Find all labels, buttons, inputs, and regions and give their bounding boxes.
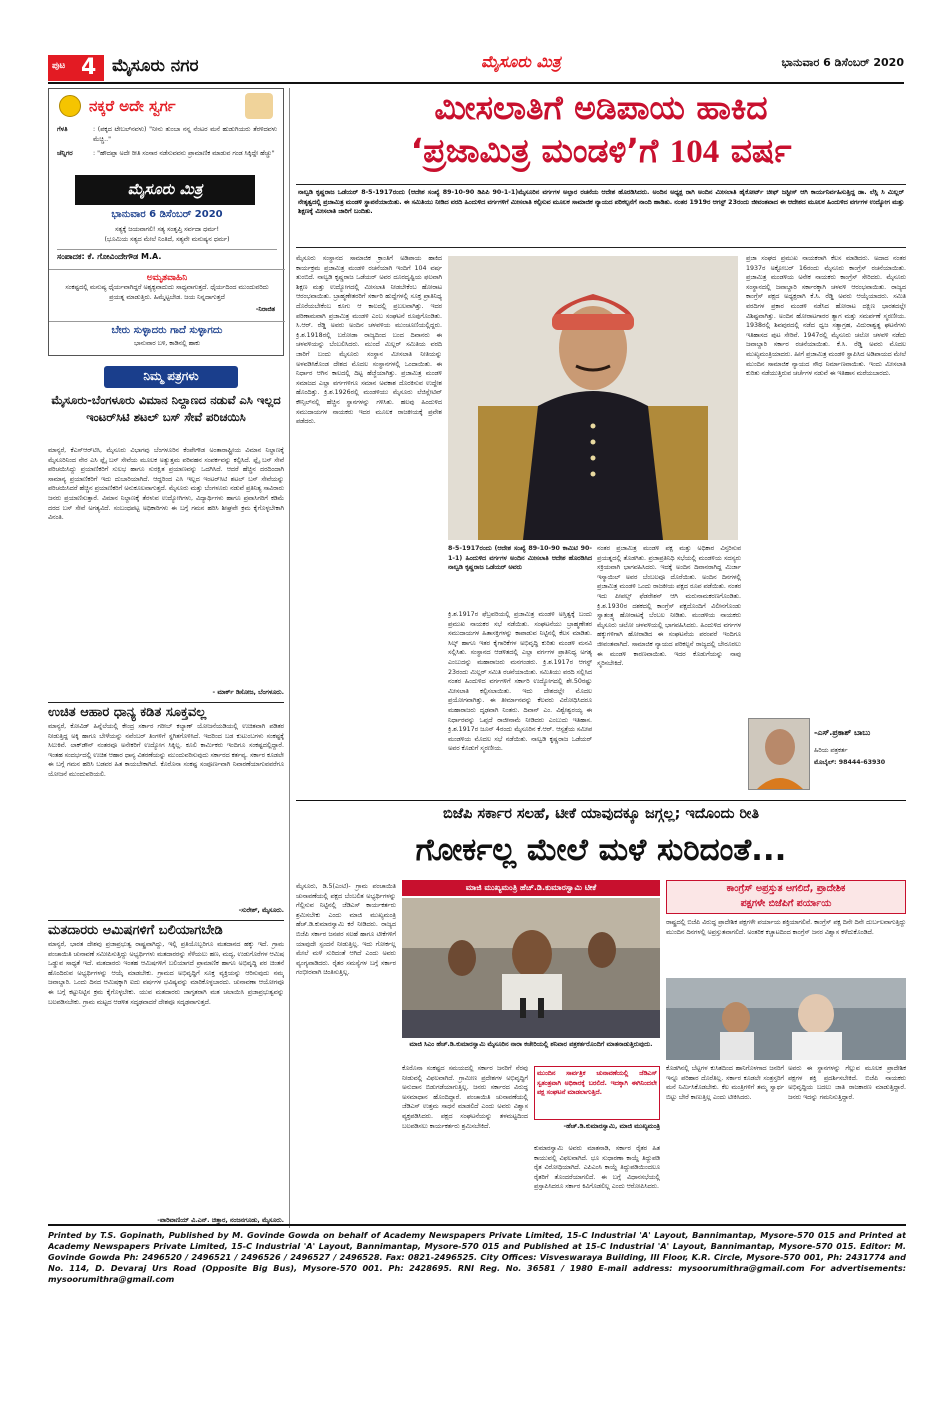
nakkare-title: ನಕ್ಕರೆ ಅದೇ ಸ್ವರ್ಗ bbox=[89, 97, 176, 115]
page-number-box bbox=[48, 55, 104, 81]
lead-col-4: ಪ್ರಜಾ ಸಂಘದ ಪ್ರಮುಖ ನಾಯಕರಾಗಿ ಕೆಲಸ ಮಾಡಿದರು. ಅದಾದ ನಂತರ 1937ರ ಅಕ್ಟೋಬರ್ 16ರಂದು ಮೈಸೂರು ಕಾಂಗ್ರೆಸ್ ರಚನೆಯಾಯಿತು. ಪ್ರಜಾಮಿತ್ರ ಮಂಡಳಿಯ ಅನೇಕ ನಾಯಕರು ಕಾಂಗ್ರೆಸ್ ಸೇರಿದರು. ಮೈಸೂರು ಸಂಸ್ಥಾನದಲ್ಲಿ ಜವಾಬ್ದಾರಿ ಸರ್ಕಾರಕ್ಕಾಗಿ ಚಳವಳಿ ಆರಂಭವಾಯಿತು. ರಾಜ್ಯದ ಕಾಂಗ್ರೆಸ್ ಪಕ್ಷದ ಅಧ್ಯಕ್ಷರಾಗಿ ಕೆ.ಸಿ. ರೆಡ್ಡಿ ಅವರು ಆಯ್ಕೆಯಾದರು. ಸಮಿತಿ ವರದಿಗಳ ಪ್ರಕಾರ ಮಂಡಳಿ ನಡೆಸಿದ ಹೋರಾಟ ದಕ್ಷಿಣ ಭಾರತದಲ್ಲೇ ವಿಶಿಷ್ಟವಾಗಿತ್ತು. ಅಂದಿನ ಹೋರಾಟಗಾರರ ತ್ಯಾಗ ಮತ್ತು ಸಮರ್ಪಣೆ ಸ್ಮರಣೀಯ. 1938ರಲ್ಲಿ ಶಿವಪುರದಲ್ಲಿ ನಡೆದ ಧ್ವಜ ಸತ್ಯಾಗ್ರಹ, ವಿದುರಾಶ್ವತ್ಥ ಘಟನೆಗಳು ಇತಿಹಾಸದ ಪುಟ ಸೇರಿವೆ. 1947ರಲ್ಲಿ ಮೈಸೂರು ಚಲೋ ಚಳವಳಿ ನಡೆದು ಜವಾಬ್ದಾರಿ ಸರ್ಕಾರ ರಚನೆಯಾಯಿತು. ಕೆ.ಸಿ. ರೆಡ್ಡಿ ಅವರು ಮೊದಲ ಮುಖ್ಯಮಂತ್ರಿಯಾದರು. ಹೀಗೆ ಪ್ರಜಾಮಿತ್ರ ಮಂಡಳಿ ಸ್ಥಾಪಿಸಿದ ಅಡಿಪಾಯದ ಮೇಲೆ ಮುಂದಿನ ಸಾಮಾಜಿಕ ನ್ಯಾಯದ ಸೌಧ ನಿರ್ಮಾಣವಾಯಿತು. ಇಂದು ಮೀಸಲಾತಿ ಕುರಿತು ನಡೆಯುತ್ತಿರುವ ಚರ್ಚೆಗಳ ನಡುವೆ ಈ ಇತಿಹಾಸ ಮರೆಯಬಾರದು. bbox=[746, 255, 906, 378]
side-story-title-2: ಪಕ್ಷಗಳೇ ಬಿಜೆಪಿಗೆ ಪರ್ಯಾಯ bbox=[740, 898, 832, 909]
quote-text: ಭಾನುವಾರ ಬಳಿ, ಕಾಡಿನಲ್ಲಿ ಹಾಕು bbox=[133, 340, 201, 347]
second-kicker: ಬಿಜೆಪಿ ಸರ್ಕಾರ ಸಲಹೆ, ಟೀಕೆ ಯಾವುದಕ್ಕೂ ಜಗ್ಗಲ್ಲ; ಇದೊಂದು ರೀತಿ bbox=[442, 806, 760, 822]
laugh-emoji-icon bbox=[59, 95, 81, 117]
pull-quote-sign: -ಹೆಚ್.ಡಿ.ಕುಮಾರಸ್ವಾಮಿ, ಮಾಜಿ ಮುಖ್ಯಮಂತ್ರಿ bbox=[563, 1123, 660, 1130]
bjp-meeting-photo bbox=[666, 978, 906, 1060]
mini-date: ಭಾನುವಾರ 6 ಡಿಸೆಂಬರ್ 2020 bbox=[111, 209, 223, 220]
letter-3-sign: -ಪಾರಿವಾಣಿಯ್ ವಿ.ಎನ್. ಚಿತ್ತಾರ, ನಂಜನಗೂಡು, ಮೈಸೂರು. bbox=[157, 1217, 284, 1224]
lead-intro: ನಾಲ್ವಡಿ ಕೃಷ್ಣರಾಜ ಒಡೆಯರ್ 8-5-1917ರಂದು (ಆದೇಶ ಸಂಖ್ಯೆ 89-10-90 ಡಿಪಿಪಿ 90-1-1)ಮೈಸೂರಿನ ವರ್ಗಗಳ ಅಲ್ಪಾರ ರಚನೆಯ ಆದೇಶ ಹೊರಡಿಸಿದರು. ಅಂದಿನ ಅಧ್ಯಕ್ಷ ರಾಗಿ ಅಂದಿನ ಮೀಸಲಾತಿ ಹೈಕೋರ್ಟ್ ಚೀಫ್ ಜಸ್ಟೀಸ್ ಆಗಿ ಕಾರ್ಯನಿರ್ವಹಿಸುತ್ತಿದ್ದ ಡಾ. ಲೆಸ್ಲಿ ಸಿ ಮಿಲ್ಲರ್ ನೇತೃತ್ವದಲ್ಲಿ ಪ್ರಜಾಮಿತ್ರ ಮಂಡಳಿ ಸ್ಥಾಪನೆಯಾಯಿತು. ಈ ಸಮಿತಿಯು ನೀಡಿದ ವರದಿ ಹಿಂದುಳಿದ ವರ್ಗಗಳಿಗೆ ಮೀಸಲಾತಿ ಕಲ್ಪಿಸುವ ಮೂಲಕ ಸಾಮಾಜಿಕ ನ್ಯಾಯದ ಪರಿಕಲ್ಪನೆಗೆ ನಾಂದಿ ಹಾಡಿತು. ನಂತರ 1919ರ ಆಗಸ್ಟ್ 23ರಂದು ಜೀವಂತವಾದ ಈ ಆದೇಶದ ಮೂಲಕ ಹಿಂದುಳಿದ ವರ್ಗಗಳ ಉದ್ಯೋಗ ಮತ್ತು ಶಿಕ್ಷಣಕ್ಕೆ ಮೀಸಲಾತಿ ಜಾರಿಗೆ ಬಂದಿತು. bbox=[296, 184, 906, 248]
quote-title: ಬೇರು ಸುಳ್ಳಾದರು ಗಾದೆ ಸುಳ್ಳಾಗದು bbox=[49, 321, 285, 336]
second-headline: ಗೋರ್ಕಲ್ಲ ಮೇಲೆ ಮಳೆ ಸುರಿದಂತೆ... bbox=[415, 832, 787, 868]
page-number: 4 bbox=[81, 55, 97, 80]
letter-1-title: ಮೈಸೂರು-ಬೆಂಗಳೂರು ವಿಮಾನ ನಿಲ್ದಾಣದ ನಡುವೆ ಎಸಿ ಇಲ್ಲದ ಇಂಟರ್‌ಸಿಟಿ ಶಟಲ್ ಬಸ್ ಸೇವೆ ಪರಿಚಯಿಸಿ bbox=[51, 393, 281, 424]
bjp-meeting-illustration bbox=[666, 978, 906, 1060]
masthead-rule bbox=[48, 82, 904, 84]
letters-banner-text: ನಿಮ್ಮ ಪತ್ರಗಳು bbox=[143, 369, 199, 383]
lead-col-2: ಕ್ರಿ.ಶ.1917ರ ಫೆಬ್ರವರಿಯಲ್ಲಿ ಪ್ರಜಾಮಿತ್ರ ಮಂಡಳಿ ಅಸ್ತಿತ್ವಕ್ಕೆ ಬಂದು ಪ್ರಮುಖ ನಾಯಕರ ಸಭೆ ನಡೆಯಿತು. ಸಂಘಟನೆಯು ಬ್ರಾಹ್ಮಣೇತರ ಸಮುದಾಯಗಳ ಹಿತಾಸಕ್ತಿಗಳನ್ನು ಕಾಪಾಡುವ ನಿಟ್ಟಿನಲ್ಲಿ ಕೆಲಸ ಮಾಡಿತು. ಸಿಲ್ಕ್ ಹಾಗೂ ಇತರ ಕೈಗಾರಿಕೆಗಳ ಅಭಿವೃದ್ಧಿ ಕುರಿತು ಮಂಡಳಿ ಮನವಿ ಸಲ್ಲಿಸಿತು. ಸಂಸ್ಥಾನದ ಆಡಳಿತದಲ್ಲಿ ಎಲ್ಲಾ ವರ್ಗಗಳ ಪ್ರಾತಿನಿಧ್ಯ ಅಗತ್ಯ ಎಂಬುದನ್ನು ಮಹಾರಾಜರು ಮನಗಂಡರು. ಕ್ರಿ.ಶ.1917ರ ಆಗಸ್ಟ್ 23ರಂದು ಮಿಲ್ಲರ್ ಸಮಿತಿ ರಚನೆಯಾಯಿತು. ಸಮಿತಿಯು ವರದಿ ಸಲ್ಲಿಸಿದ ನಂತರ ಹಿಂದುಳಿದ ವರ್ಗಗಳಿಗೆ ಸರ್ಕಾರಿ ಉದ್ಯೋಗದಲ್ಲಿ ಶೇ.50ರಷ್ಟು ಮೀಸಲಾತಿ ಕಲ್ಪಿಸಲಾಯಿತು. ಇದು ದೇಶದಲ್ಲೇ ಮೊದಲ ಪ್ರಯೋಗವಾಗಿತ್ತು. ಈ ತೀರ್ಮಾನವನ್ನು ಕೆಲವರು ವಿರೋಧಿಸಿದರೂ ಮಹಾರಾಜರು ದೃಢವಾಗಿ ನಿಂತರು. ದಿವಾನ್ ಎಂ. ವಿಶ್ವೇಶ್ವರಯ್ಯ ಈ ನಿರ್ಧಾರವನ್ನು ಒಪ್ಪದೆ ರಾಜೀನಾಮೆ ನೀಡಿದರು ಎಂಬುದು ಇತಿಹಾಸ. ಕ್ರಿ.ಶ.1917ರ ಜೂನ್ 4ರಂದು ಮೈಸೂರಿನ ಕೆ.ಆರ್. ಆಸ್ಪತ್ರೆಯ ಸಮೀಪ ಮಂಡಳಿಯ ಮೊದಲ ಸಭೆ ನಡೆಯಿತು. ನಾಲ್ವಡಿ ಕೃಷ್ಣರಾಜ ಒಡೆಯರ್ ಅವರ ಕೊಡುಗೆ ಸ್ಮರಣೀಯ. bbox=[448, 611, 592, 753]
letter-1-body: ಮಾನ್ಯರೆ, ಕೆಎಸ್‌ಆರ್‌ಟಿಸಿ, ಮೈಸೂರು ವಿಭಾಗವು ಬೆಂಗಳೂರಿನ ಕೆಂಪೇಗೌಡ ಅಂತಾರಾಷ್ಟ್ರೀಯ ವಿಮಾನ ನಿಲ್ದಾಣಕ್ಕೆ ಮೈಸೂರಿನಿಂದ ನೇರ ಎಸಿ ಫ್ಲೈ ಬಸ್ ಸೇವೆಯ ಮೂಲಕ ಅತ್ಯುತ್ತಮ ಪರಿವಹನ ಸಂಪರ್ಕವನ್ನು ಕಲ್ಪಿಸಿದೆ. ಫ್ಲೈ ಬಸ್ ಸೇವೆ ಪರಿಚಯಿಸಿದ್ದು ಪ್ರಯಾಣಿಕರಿಗೆ ಸುಲಭ ಹಾಗೂ ಸುರಕ್ಷಿತ ಪ್ರಯಾಣವನ್ನು ಒದಗಿಸಿದೆ. ಆದರೆ ಹೆಚ್ಚಿನ ದರದಿಂದಾಗಿ ಸಾಮಾನ್ಯ ಪ್ರಯಾಣಿಕರಿಗೆ ಇದು ದುಬಾರಿಯಾಗಿದೆ. ಆದ್ದರಿಂದ ಎಸಿ ಇಲ್ಲದ ಇಂಟರ್‌ಸಿಟಿ ಶಟಲ್ ಬಸ್ ಸೇವೆಯನ್ನು ಪರಿಚಯಿಸಿದರೆ ಹೆಚ್ಚಿನ ಪ್ರಯಾಣಿಕರಿಗೆ ಅನುಕೂಲವಾಗುತ್ತದೆ. ಮೈಸೂರು ಮತ್ತು ಬೆಂಗಳೂರು ನಡುವೆ ಪ್ರತಿನಿತ್ಯ ಸಾವಿರಾರು ಜನರು ಪ್ರಯಾಣಿಸುತ್ತಾರೆ. ವಿಮಾನ ನಿಲ್ದಾಣಕ್ಕೆ ತೆರಳುವ ಉದ್ಯೋಗಿಗಳು, ವಿದ್ಯಾರ್ಥಿಗಳು ಹಾಗೂ ಪ್ರವಾಸಿಗರಿಗೆ ಕಡಿಮೆ ದರದ ಬಸ್ ಸೇವೆ ಅಗತ್ಯವಿದೆ. ಸಂಬಂಧಪಟ್ಟ ಅಧಿಕಾರಿಗಳು ಈ ಬಗ್ಗೆ ಗಮನ ಹರಿಸಿ ಶೀಘ್ರವೇ ಕ್ರಮ ಕೈಗೊಳ್ಳಬೇಕಾಗಿ ವಿನಂತಿ. bbox=[48, 447, 284, 522]
lead-col-1: ಮೈಸೂರು ಸಂಸ್ಥಾನದ ಸಾಮಾಜಿಕ ಕ್ರಾಂತಿಗೆ ಅಡಿಪಾಯ ಹಾಕಿದ ಕಾರ್ಯಕ್ರಮ ಪ್ರಜಾಮಿತ್ರ ಮಂಡಳಿ ರಚನೆಯಾಗಿ ಇಂದಿಗೆ 104 ವರ್ಷ ತುಂಬಿದೆ. ನಾಲ್ವಡಿ ಕೃಷ್ಣರಾಜ ಒಡೆಯರ್ ಅವರ ದೂರದೃಷ್ಟಿಯ ಫಲವಾಗಿ ಶಿಕ್ಷಣ ಮತ್ತು ಉದ್ಯೋಗದಲ್ಲಿ ಮೀಸಲಾತಿ ನೀಡಬೇಕೆಂಬ ಹೋರಾಟ ಆರಂಭವಾಯಿತು. ಬ್ರಾಹ್ಮಣೇತರರಿಗೆ ಸರ್ಕಾರಿ ಹುದ್ದೆಗಳಲ್ಲಿ ಸೂಕ್ತ ಪ್ರಾತಿನಿಧ್ಯ ದೊರೆಯಬೇಕೆಂಬ ಕೂಗು ಆ ಕಾಲದಲ್ಲಿ ಪ್ರಬಲವಾಗಿತ್ತು. ಇದರ ಪರಿಣಾಮವಾಗಿ ಪ್ರಜಾಮಿತ್ರ ಮಂಡಳಿ ಎಂಬ ಸಂಘಟನೆ ರೂಪುಗೊಂಡಿತು. ಸಿ.ಆರ್. ರೆಡ್ಡಿ ಅವರು ಅಂದಿನ ಚಳವಳಿಯ ಮುಂಚೂಣಿಯಲ್ಲಿದ್ದರು. ಕ್ರಿ.ಶ.1918ರಲ್ಲಿ ಬರೋಡಾ ರಾಜ್ಯದಿಂದ ಬಂದ ದಿವಾನರು ಈ ಚಳವಳಿಯನ್ನು ಬೆಂಬಲಿಸಿದರು. ಮುಂದೆ ಮಿಲ್ಲರ್ ಸಮಿತಿಯ ವರದಿ ಜಾರಿಗೆ ಬಂದು ಮೈಸೂರು ಸಂಸ್ಥಾನ ಮೀಸಲಾತಿ ನೀತಿಯನ್ನು ಅಳವಡಿಸಿಕೊಂಡ ದೇಶದ ಮೊದಲ ಸಂಸ್ಥಾನಗಳಲ್ಲಿ ಒಂದಾಯಿತು. ಈ ನಿರ್ಧಾರ ಆಗಿನ ಕಾಲದಲ್ಲಿ ದಿಟ್ಟ ಹೆಜ್ಜೆಯಾಗಿತ್ತು. ಪ್ರಜಾಮಿತ್ರ ಮಂಡಳಿ ಸಮಾಜದ ಎಲ್ಲಾ ವರ್ಗಗಳಿಗೂ ಸಮಾನ ಅವಕಾಶ ದೊರಕಿಸುವ ಉದ್ದೇಶ ಹೊಂದಿತ್ತು. ಕ್ರಿ.ಶ.1926ರಲ್ಲಿ ಮಂಡಳಿಯು ಮೈಸೂರು ಲೆಜಿಸ್ಲೇಟಿವ್ ಕೌನ್ಸಿಲ್‌ನಲ್ಲಿ ಹೆಚ್ಚಿನ ಸ್ಥಾನಗಳನ್ನು ಗಳಿಸಿತು. ಹಲವು ಹಿಂದುಳಿದ ಸಮುದಾಯಗಳ ನಾಯಕರು ಇದರ ಮೂಲಕ ರಾಜಕೀಯಕ್ಕೆ ಪ್ರವೇಶ ಪಡೆದರು. bbox=[296, 255, 442, 426]
nakkare-row-2-text: : "ಹೌದಪ್ಪಾ ಅದೇ ರೀತಿ ಸಂಸಾರ ನಡೆಸುವವನು ಪ್ರಾಮಾಣಿಕ ಮಾಡುವ ಗಂಡ ಸಿಕ್ಕಿದ್ದೇ ಹೆಚ್ಚು" bbox=[93, 150, 275, 157]
letter-3-body: ಮಾನ್ಯರೆ, ಭಾರತ ದೇಶವು ಪ್ರಜಾಪ್ರಭುತ್ವ ರಾಷ್ಟ್ರವಾಗಿದ್ದು, ಇಲ್ಲಿ ಪ್ರತಿಯೊಬ್ಬರಿಗೂ ಮತದಾನದ ಹಕ್ಕು ಇದೆ. ಗ್ರಾಮ ಪಂಚಾಯಿತಿ ಚುನಾವಣೆ ಸಮೀಪಿಸುತ್ತಿದ್ದು ಅಭ್ಯರ್ಥಿಗಳು ಮತದಾರರನ್ನು ಸೆಳೆಯಲು ಹಣ, ಮದ್ಯ, ಉಡುಗೊರೆಗಳ ಆಮಿಷ ಒಡ್ಡುವ ಸಾಧ್ಯತೆ ಇದೆ. ಮತದಾರರು ಇಂತಹ ಆಮಿಷಗಳಿಗೆ ಬಲಿಯಾಗದೆ ಪ್ರಾಮಾಣಿಕ ಹಾಗೂ ಅಭಿವೃದ್ಧಿ ಪರ ಚಿಂತನೆ ಹೊಂದಿರುವ ಅಭ್ಯರ್ಥಿಗಳನ್ನು ಆಯ್ಕೆ ಮಾಡಬೇಕು. ಗ್ರಾಮದ ಅಭಿವೃದ್ಧಿಗೆ ಸೂಕ್ತ ವ್ಯಕ್ತಿಯನ್ನು ಆರಿಸುವುದು ನಮ್ಮ ಜವಾಬ್ದಾರಿ. ಒಂದು ದಿನದ ಆಮಿಷಕ್ಕಾಗಿ ಐದು ವರ್ಷಗಳ ಭವಿಷ್ಯವನ್ನು ಮಾರಿಕೊಳ್ಳಬಾರದು. ಚುನಾವಣಾ ಆಯೋಗವೂ ಈ ಬಗ್ಗೆ ಕಟ್ಟುನಿಟ್ಟಿನ ಕ್ರಮ ಕೈಗೊಳ್ಳಬೇಕು. ಯುವ ಮತದಾರರು ಜಾಗೃತರಾಗಿ ಮತ ಚಲಾಯಿಸಿ ಪ್ರಜಾಪ್ರಭುತ್ವವನ್ನು ಬಲಪಡಿಸಬೇಕು. ಗ್ರಾಮ ಮಟ್ಟದ ಆಡಳಿತ ಸದೃಢವಾದರೆ ದೇಶವೂ ಸದೃಢವಾಗುತ್ತದೆ. bbox=[48, 941, 284, 1006]
lead-headline-1: ಮೀಸಲಾತಿಗೆ ಅಡಿಪಾಯ ಹಾಕಿದ bbox=[434, 88, 768, 127]
lead-col-3: ನಂತರ ಪ್ರಜಾಮಿತ್ರ ಮಂಡಳಿ ಪಕ್ಷ ಮತ್ತು ಅಧಿಕಾರ ವಿಸ್ತರಿಸುವ ಪ್ರಯತ್ನದಲ್ಲಿ ತೊಡಗಿತು. ಪ್ರಜಾಪ್ರತಿನಿಧಿ ಸಭೆಯಲ್ಲಿ ಮಂಡಳಿಯ ಸದಸ್ಯರು ಸಕ್ರಿಯವಾಗಿ ಭಾಗವಹಿಸಿದರು. ಇದಕ್ಕೆ ಅಂದಿನ ದಿವಾನರಾಗಿದ್ದ ಮಿರ್ಜಾ ಇಸ್ಮಾಯಿಲ್ ಅವರ ಬೆಂಬಲವೂ ದೊರೆಯಿತು. ಅಂದಿನ ದಿನಗಳಲ್ಲಿ ಪ್ರಜಾಮಿತ್ರ ಮಂಡಳಿ ಒಂದು ರಾಜಕೀಯ ಪಕ್ಷದ ರೂಪ ಪಡೆಯಿತು. ನಂತರ ಇದು ಪೀಪಲ್ಸ್ ಫೆಡರೇಶನ್ ಆಗಿ ಮರುನಾಮಕರಣಗೊಂಡಿತು. ಕ್ರಿ.ಶ.1930ರ ದಶಕದಲ್ಲಿ ಕಾಂಗ್ರೆಸ್ ಪಕ್ಷದೊಂದಿಗೆ ವಿಲೀನಗೊಂಡು ಸ್ವಾತಂತ್ರ್ಯ ಹೋರಾಟಕ್ಕೆ ಬೆಂಬಲ ನೀಡಿತು. ಮಂಡಳಿಯ ನಾಯಕರು ಮೈಸೂರು ಚಲೋ ಚಳವಳಿಯಲ್ಲಿ ಭಾಗವಹಿಸಿದರು. ಹಿಂದುಳಿದ ವರ್ಗಗಳ ಹಕ್ಕುಗಳಿಗಾಗಿ ಹೋರಾಡಿದ ಈ ಸಂಘಟನೆಯ ಪರಂಪರೆ ಇಂದಿಗೂ ಜೀವಂತವಾಗಿದೆ. ಸಾಮಾಜಿಕ ನ್ಯಾಯದ ಪರಿಕಲ್ಪನೆ ರಾಜ್ಯದಲ್ಲಿ ಬೇರೂರಲು ಈ ಮಂಡಳಿ ಕಾರಣವಾಯಿತು. ಇದರ ಕೊಡುಗೆಯನ್ನು ನಾವು ಸ್ಮರಿಸಬೇಕಿದೆ. bbox=[597, 545, 741, 668]
amrutha-sign: -ನಿರಾಜಿತ bbox=[255, 306, 275, 313]
lead-headline-2c: ವರ್ಷ bbox=[730, 131, 792, 170]
byline-name: -ಎಸ್.ಪ್ರಕಾಶ್ ಬಾಬು bbox=[814, 728, 871, 737]
lead-headline-number: 104 bbox=[669, 134, 720, 170]
photo-caption: ಮಾಜಿ ಸಿಎಂ ಹೆಚ್.ಡಿ.ಕುಮಾರಸ್ವಾಮಿ ಮೈಸೂರಿನ ನಾರಾ ಕಚೇರಿಯಲ್ಲಿ ಶನಿವಾರ ಪತ್ರಕರ್ತರೊಂದಿಗೆ ಮಾತನಾಡುತ್ತಿರುವುದು. bbox=[409, 1041, 653, 1048]
motto-2: (ಭೂಮಿಯ ಸತ್ಯದ ಮೇಲೆ ನಿಂತಿದೆ, ಸತ್ಯವೇ ಮನುಷ್ಯನ ಧರ್ಮ) bbox=[104, 236, 230, 243]
nakkare-row-1-label: ಗೆಳತಿ bbox=[57, 126, 68, 133]
lead-headline-2a: ‘ಪ್ರಜಾಮಿತ್ರ ಮಂಡಳಿ’ಗೆ bbox=[410, 131, 659, 170]
maharaja-portrait bbox=[448, 256, 738, 540]
letter-2-title: ಉಚಿತ ಆಹಾರ ಧಾನ್ಯ ಕಡಿತ ಸೂಕ್ತವಲ್ಲ bbox=[48, 702, 284, 720]
side-story-body-2: ಕೊಡಗಿನಲ್ಲಿ ಬೆಟ್ಟಗಳ ಕುಸಿತದಿಂದ ಹಾನಿಗೊಳಗಾದ ಜನರಿಗೆ ಇನ್ನೂ ಪರಿಹಾರ ದೊರೆತಿಲ್ಲ. ಸರ್ಕಾರ ಕೂಡಲೇ ಸಂತ್ರಸ್ತರಿಗೆ ಮನೆ ನಿರ್ಮಿಸಿಕೊಡಬೇಕು. ಕೆಲ ಮಂತ್ರಿಗಳಿಗೆ ತಮ್ಮ ಸ್ವಾರ್ಥ ಬಿಟ್ಟು ಬೇರೆ ಕಾಣುತ್ತಿಲ್ಲ ಎಂದು ಟೀಕಿಸಿದರು. bbox=[666, 1065, 784, 1101]
press-meet-photo bbox=[402, 898, 660, 1038]
photo-tag: ಮಾಜಿ ಮುಖ್ಯಮಂತ್ರಿ ಹೆಚ್.ಡಿ.ಕುಮಾರಸ್ವಾಮಿ ಟೀಕೆ bbox=[402, 880, 660, 896]
second-col-1: ಮೈಸೂರು, ಡಿ.5(ಎಂಟಿ)- ಗ್ರಾಮ ಪಂಚಾಯಿತಿ ಚುನಾವಣೆಯಲ್ಲಿ ಪಕ್ಷದ ಬೆಂಬಲಿತ ಅಭ್ಯರ್ಥಿಗಳನ್ನು ಗೆಲ್ಲಿಸುವ ನಿಟ್ಟಿನಲ್ಲಿ ಜೆಡಿಎಸ್ ಕಾರ್ಯಕರ್ತರು ಶ್ರಮಿಸಬೇಕು ಎಂದು ಮಾಜಿ ಮುಖ್ಯಮಂತ್ರಿ ಹೆಚ್.ಡಿ.ಕುಮಾರಸ್ವಾಮಿ ಕರೆ ನೀಡಿದರು. ರಾಜ್ಯದ ಬಿಜೆಪಿ ಸರ್ಕಾರ ಜನಪರ ಸಲಹೆ ಹಾಗೂ ಟೀಕೆಗಳಿಗೆ ಯಾವುದೇ ಸ್ಪಂದನೆ ನೀಡುತ್ತಿಲ್ಲ. ಇದು ಗೋರ್ಕಲ್ಲ ಮೇಲೆ ಮಳೆ ಸುರಿದಂತೆ ಆಗಿದೆ ಎಂದು ಅವರು ವ್ಯಂಗ್ಯವಾಡಿದರು. ರೈತರ ಸಮಸ್ಯೆಗಳ ಬಗ್ಗೆ ಸರ್ಕಾರ ಗಂಭೀರವಾಗಿ ಚಿಂತಿಸುತ್ತಿಲ್ಲ. bbox=[296, 883, 396, 977]
nakkare-row-2-label: ಚೆನ್ನಿಗರ bbox=[57, 150, 73, 157]
column-divider bbox=[289, 88, 290, 1228]
cartoon-icon bbox=[245, 93, 273, 119]
portrait-illustration bbox=[448, 256, 738, 540]
letter-3-title: ಮತದಾರರು ಆಮಿಷಗಳಿಗೆ ಬಲಿಯಾಗಬೇಡಿ bbox=[48, 920, 284, 938]
side-story-body-1: ರಾಷ್ಟ್ರದಲ್ಲಿ ಬಿಜೆಪಿ ವಿರುದ್ಧ ಪ್ರಾದೇಶಿಕ ಪಕ್ಷಗಳೇ ಪರ್ಯಾಯ ಶಕ್ತಿಯಾಗಲಿವೆ. ಕಾಂಗ್ರೆಸ್ ಪಕ್ಷ ದಿನೇ ದಿನೇ ದುರ್ಬಲವಾಗುತ್ತಿದ್ದು ಮುಂದಿನ ದಿನಗಳಲ್ಲಿ ಅಪ್ರಸ್ತುತವಾಗಲಿದೆ. ಅಂತರಿಕ ಕಚ್ಚಾಟದಿಂದ ಕಾಂಗ್ರೆಸ್ ಜನರ ವಿಶ್ವಾಸ ಕಳೆದುಕೊಂಡಿದೆ. bbox=[666, 919, 906, 936]
portrait-caption: 8-5-1917ರಂದು (ಆದೇಶ ಸಂಖ್ಯೆ 89-10-90 ಕಾಮಿಟಿ 90-1-1) ಹಿಂದುಳಿದ ವರ್ಗಗಳ ಅಂದಿನ ಮೀಸಲಾತಿ ಆದೇಶ ಹೊರಡಿಸಿದ ನಾಲ್ವಡಿ ಕೃಷ್ಣರಾಜ ಒಡೆಯರ್ ಅವರು bbox=[448, 545, 592, 572]
nakkare-row-1-text: : (ಪಕ್ಕದ ಟೇಬಲ್‌ನವಳು) "ನೀನು ತುಂಬಾ ನನ್ನ ನೆಂಟರ ಮನೆ ಹುಡುಗಿಯರು ತೆರಳಿದವಳು ಮೆಚ್ಚಿ.." bbox=[93, 126, 277, 143]
footer-imprint: Printed by T.S. Gopinath, Published by M. Govinde Gowda on behalf of Academy Newspapers Private Limited, 15-C Industrial 'A' Layout, Bannimantap, Mysore-570 015 and Printed at Academy Newspapers Private Limited, 15-C Industrial 'A' Layout, Bannimantap, Mysore-570 015 and Published at 15-C Industrial 'A' Layout, Bannimantap, Mysore-570 015. Editor: M. Govinde Gowda Ph: 2496520 / 2496521 / 2496526 / 2496527 / 2496528. Fax: 0821-2496525. City Offices: Visveswaraya Building, III Floor, K.R. Circle, Mysore-570 001, Ph: 2431774 and No. 114, D. Devaraj Urs Road (Opposite Big Bus), Mysore-570 001. Ph: 2428695. RNI Reg. No. 36581 / 1980 E-mail address: mysoorumithra@gmail.com For advertisements: mysoorumithra@gmail.com bbox=[48, 1230, 906, 1284]
byline-phone: ಮೊಬೈಲ್: 98444-63930 bbox=[814, 759, 886, 766]
second-col-3: ಕುಮಾರಸ್ವಾಮಿ ಅವರು ಮಾತನಾಡಿ, ಸರ್ಕಾರ ರೈತರ ಹಿತ ಕಾಯುವಲ್ಲಿ ವಿಫಲವಾಗಿದೆ. ಭೂ ಸುಧಾರಣಾ ಕಾಯ್ದೆ ತಿದ್ದುಪಡಿ ರೈತ ವಿರೋಧಿಯಾಗಿದೆ. ಎಪಿಎಂಸಿ ಕಾಯ್ದೆ ತಿದ್ದುಪಡಿಯಿಂದಲೂ ರೈತರಿಗೆ ತೊಂದರೆಯಾಗಲಿದೆ. ಈ ಬಗ್ಗೆ ವಿಧಾನಸಭೆಯಲ್ಲಿ ಪ್ರಸ್ತಾಪಿಸಿದರೂ ಸರ್ಕಾರ ಕಿವಿಗೊಡಲಿಲ್ಲ ಎಂದು ಆರೋಪಿಸಿದರು. bbox=[534, 1145, 660, 1191]
side-story-title bbox=[666, 880, 906, 914]
author-photo bbox=[748, 718, 810, 790]
letters-banner bbox=[104, 366, 238, 388]
letter-2-body: ಮಾನ್ಯರೆ, ಕೋವಿಡ್ ಹಿನ್ನೆಲೆಯಲ್ಲಿ ಕೇಂದ್ರ ಸರ್ಕಾರ ಗರೀಬ್ ಕಲ್ಯಾಣ್ ಯೋಜನೆಯಡಿಯಲ್ಲಿ ಉಚಿತವಾಗಿ ಪಡಿತರ ನೀಡುತ್ತಿದ್ದ ಅಕ್ಕಿ ಹಾಗೂ ಬೇಳೆಯನ್ನು ನವೆಂಬರ್ ತಿಂಗಳಿಗೆ ಸ್ಥಗಿತಗೊಳಿಸಿದೆ. ಇದರಿಂದ ಬಡ ಕುಟುಂಬಗಳು ಸಂಕಷ್ಟಕ್ಕೆ ಸಿಲುಕಿವೆ. ಲಾಕ್‌ಡೌನ್ ನಂತರವೂ ಅನೇಕರಿಗೆ ಉದ್ಯೋಗ ಸಿಕ್ಕಿಲ್ಲ. ಕೂಲಿ ಕಾರ್ಮಿಕರು ಇಂದಿಗೂ ಸಂಕಷ್ಟದಲ್ಲಿದ್ದಾರೆ. ಇಂತಹ ಸಂದರ್ಭದಲ್ಲಿ ಉಚಿತ ಆಹಾರ ಧಾನ್ಯ ವಿತರಣೆಯನ್ನು ಮುಂದುವರಿಸುವುದು ಸರ್ಕಾರದ ಕರ್ತವ್ಯ. ಸರ್ಕಾರ ಕೂಡಲೇ ಈ ಬಗ್ಗೆ ಗಮನ ಹರಿಸಿ ಬಡವರ ಹಿತ ಕಾಯಬೇಕಾಗಿದೆ. ಕೊರೊನಾ ಸಂಕಷ್ಟ ಸಂಪೂರ್ಣವಾಗಿ ನಿವಾರಣೆಯಾಗುವವರೆಗೂ ಯೋಜನೆ ಮುಂದುವರಿಯಲಿ. bbox=[48, 723, 284, 778]
side-story-title-1: ಕಾಂಗ್ರೆಸ್ ಅಪ್ರಸ್ತುತ ಆಗಲಿದೆ, ಪ್ರಾದೇಶಿಕ bbox=[726, 883, 846, 894]
masthead-logo: ಮೈಸೂರು ಮಿತ್ರ bbox=[481, 52, 561, 71]
amrutha-title: ಅಮೃತವಾಹಿನಿ bbox=[49, 269, 285, 283]
letter-1-sign: - ಮಾರ್ಕ್ ಡಿಸೋಜ, ಬೆಂಗಳೂರು. bbox=[212, 689, 284, 696]
footer-rule bbox=[48, 1224, 906, 1226]
letter-2-sign: -ಸುರೇಶ್, ಮೈಸೂರು. bbox=[238, 907, 284, 914]
section-title: ಮೈಸೂರು ನಗರ bbox=[112, 56, 199, 76]
editor-line: ಸಂಪಾದಕ: ಕೆ. ಗೋವಿಂದೇಗೌಡ M.A. bbox=[57, 249, 277, 262]
lead-headline-2 bbox=[296, 128, 906, 175]
second-col-2: ಕೊರೊನಾ ಸಂಕಷ್ಟದ ಸಮಯದಲ್ಲಿ ಸರ್ಕಾರ ಜನರಿಗೆ ನೆರವು ನೀಡುವಲ್ಲಿ ವಿಫಲವಾಗಿದೆ. ಗ್ರಾಮೀಣ ಪ್ರದೇಶಗಳ ಅಭಿವೃದ್ಧಿಗೆ ಅನುದಾನ ಬಿಡುಗಡೆಯಾಗುತ್ತಿಲ್ಲ. ಜನರು ಸರ್ಕಾರದ ವಿರುದ್ಧ ಅಸಮಾಧಾನ ಹೊಂದಿದ್ದಾರೆ. ಪಂಚಾಯಿತಿ ಚುನಾವಣೆಯಲ್ಲಿ ಜೆಡಿಎಸ್ ಉತ್ತಮ ಸಾಧನೆ ಮಾಡಲಿದೆ ಎಂದು ಅವರು ವಿಶ್ವಾಸ ವ್ಯಕ್ತಪಡಿಸಿದರು. ಪಕ್ಷದ ಸಂಘಟನೆಯನ್ನು ತಳಮಟ್ಟದಿಂದ ಬಲಪಡಿಸಲು ಕಾರ್ಯಕರ್ತರು ಶ್ರಮಿಸಬೇಕಿದೆ. bbox=[402, 1065, 528, 1130]
mini-logo-box bbox=[75, 175, 255, 205]
amrutha-text: ಸಂಕಷ್ಟದಲ್ಲಿ ಮನುಷ್ಯ ಧೈರ್ಯವಾಗಿದ್ದರೆ ಅಶ್ಯಕ್ಯವಾದುದು ಸಾಧ್ಯವಾಗುತ್ತದೆ. ಧೈರ್ಯದಿಂದ ಮುಂದುವರಿದು ಪ್ರಯತ್ನ ಮಾಡುತ್ತಿರು. ಹಿಮ್ಮೆಟ್ಟಬೇಡ. ಜಯ ನಿನ್ನದಾಗುತ್ತದೆ bbox=[65, 284, 269, 301]
mini-logo: ಮೈಸೂರು ಮಿತ್ರ bbox=[127, 180, 203, 198]
side-story-body-3: ಅವರು ಈ ಸ್ಥಾನಗಳನ್ನು ಗೆಲ್ಲುವ ಮೂಲಕ ಪ್ರಾದೇಶಿಕ ಪಕ್ಷಗಳ ಶಕ್ತಿ ಪ್ರದರ್ಶಿಸಬೇಕಿದೆ. ಬಿಜೆಪಿ ನಾಯಕರು ಅಭಿವೃದ್ಧಿಯ ಬದಲು ಜಾತಿ ರಾಜಕಾರಣ ಮಾಡುತ್ತಿದ್ದಾರೆ. ಜನರು ಇದನ್ನು ಗಮನಿಸುತ್ತಿದ್ದಾರೆ. bbox=[788, 1065, 906, 1101]
page-label: ಪುಟ bbox=[52, 61, 66, 71]
press-meet-illustration bbox=[402, 898, 660, 1038]
nakkare-box bbox=[48, 88, 284, 356]
lead-bottom-rule bbox=[296, 800, 906, 801]
pull-quote: ಮುಂದಿನ ಸಾರ್ವತ್ರಿಕ ಚುನಾವಣೆಯಲ್ಲಿ ಜೆಡಿಎಸ್ ಸ್ವತಂತ್ರವಾಗಿ ಅಧಿಕಾರಕ್ಕೆ ಬರಲಿದೆ. ಇದಕ್ಕಾಗಿ ಈಗಿನಿಂದಲೇ ಪಕ್ಷ ಸಂಘಟನೆ ಮಾಡಲಾಗುತ್ತಿದೆ. bbox=[534, 1066, 660, 1120]
byline-role: ಹಿರಿಯ ಪತ್ರಕರ್ತ bbox=[814, 747, 848, 754]
motto: ಸತ್ಯಕ್ಕೆ ಜಯವಾಗಲಿ! ಸತ್ಯ ಸಂತೃಪ್ತಿ ಸರ್ವದಾ ಧರ್ಮ! bbox=[115, 226, 219, 233]
masthead-date: ಭಾನುವಾರ 6 ಡಿಸೆಂಬರ್ 2020 bbox=[781, 56, 904, 69]
author-illustration bbox=[749, 719, 810, 790]
